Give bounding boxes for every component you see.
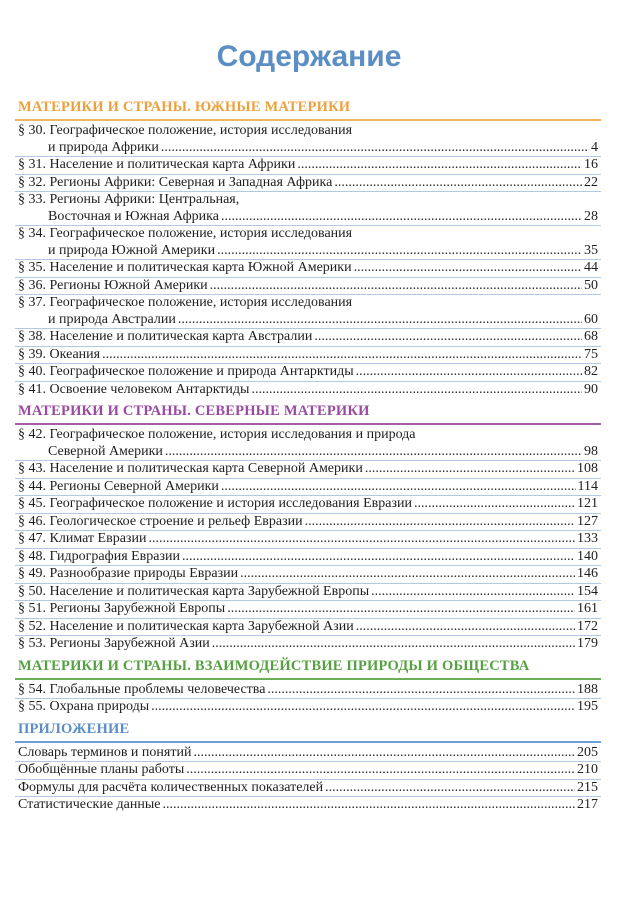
toc-entry-line <box>15 549 601 566</box>
toc-entry-title: § 38. Население и политическая карта Австралии <box>18 329 313 344</box>
toc-entry[interactable] <box>15 619 601 637</box>
toc-entry[interactable] <box>15 427 601 461</box>
toc-entry[interactable] <box>15 347 601 365</box>
toc-entry[interactable] <box>15 278 601 296</box>
page-number: 16 <box>584 157 598 172</box>
toc-entry-line <box>15 427 601 444</box>
toc-entry-title: § 42. Географическое положение, история исследования и природа <box>18 427 416 442</box>
section-heading: МАТЕРИКИ И СТРАНЫ. ВЗАИМОДЕЙСТВИЕ ПРИРОДЫ И ОБЩЕСТВА <box>15 657 601 680</box>
toc-entry-title: § 40. Географическое положение и природа Антарктиды <box>18 364 354 379</box>
page-number: 108 <box>577 461 598 476</box>
dot-leader <box>221 209 582 226</box>
page-number: 75 <box>584 346 598 362</box>
toc-entry-line <box>15 157 601 174</box>
toc-entry-line <box>15 514 601 531</box>
page-number: 161 <box>577 601 598 616</box>
toc-entry-line <box>15 479 601 496</box>
page-number: 188 <box>577 681 598 697</box>
toc-entry[interactable] <box>15 479 601 497</box>
toc-entry-title: § 36. Регионы Южной Америки <box>18 277 208 293</box>
dot-leader <box>151 699 575 716</box>
toc-entry[interactable] <box>15 514 601 532</box>
toc-entry-line <box>15 226 601 243</box>
toc-entry-line <box>15 140 601 157</box>
toc-entry-title: Восточная и Южная Африка <box>48 208 219 224</box>
toc-entry-line <box>15 192 601 209</box>
toc-entry-title: Словарь терминов и понятий <box>18 744 192 760</box>
toc-entry-title: и природа Австралии <box>48 311 176 327</box>
toc-entry-title: Статистические данные <box>18 797 161 812</box>
toc-entry-line <box>15 745 601 762</box>
toc-entry-title: § 43. Население и политическая карта Северной Америки <box>18 461 363 476</box>
page-number: 35 <box>584 242 598 258</box>
toc-entry-title: § 39. Океания <box>18 346 101 362</box>
dot-leader <box>178 312 582 329</box>
dot-leader <box>334 175 582 192</box>
page-number: 68 <box>584 329 598 344</box>
toc-entry-line <box>15 123 601 140</box>
toc-entry[interactable] <box>15 566 601 584</box>
toc-entry[interactable] <box>15 780 601 798</box>
toc-entry[interactable] <box>15 260 601 278</box>
toc-entry[interactable] <box>15 762 601 780</box>
toc-entry-title: § 54. Глобальные проблемы человечества <box>18 681 266 697</box>
dot-leader <box>240 566 575 583</box>
toc-entry-title: § 31. Население и политическая карта Африки <box>18 157 296 172</box>
toc-entry-title: § 35. Население и политическая карта Южной Америки <box>18 260 352 275</box>
page-number: 133 <box>577 531 598 546</box>
dot-leader <box>227 601 575 618</box>
toc-entry-line <box>15 209 601 226</box>
dot-leader <box>305 514 575 531</box>
toc-entry[interactable] <box>15 745 601 763</box>
toc-entry[interactable] <box>15 699 601 716</box>
dot-leader <box>165 444 582 461</box>
page-number: 114 <box>577 478 598 494</box>
toc-entry-line <box>15 382 601 399</box>
dot-leader <box>186 762 575 779</box>
dot-leader <box>365 461 575 478</box>
toc-entry[interactable] <box>15 382 601 399</box>
toc-entry-line <box>15 347 601 364</box>
dot-leader <box>356 364 582 381</box>
toc-entry[interactable] <box>15 601 601 619</box>
toc-entry[interactable] <box>15 175 601 193</box>
toc-entry-line <box>15 682 601 699</box>
toc-entry-line <box>15 636 601 653</box>
toc-entry-title: § 46. Геологическое строение и рельеф Евразии <box>18 513 303 529</box>
dot-leader <box>102 347 582 364</box>
page-number: 146 <box>577 566 598 581</box>
toc-entry[interactable] <box>15 192 601 226</box>
toc-section <box>15 402 601 653</box>
dot-leader <box>414 496 575 513</box>
toc-entry[interactable] <box>15 157 601 175</box>
toc-entry-line <box>15 699 601 716</box>
toc-section <box>15 720 601 814</box>
toc-entry-title: и природа Южной Америки <box>48 242 216 258</box>
toc-entry-line <box>15 601 601 618</box>
toc-entry-title: Обобщённые планы работы <box>18 762 185 777</box>
toc-entry-line <box>15 531 601 548</box>
toc-entry-title: § 47. Климат Евразии <box>18 531 147 546</box>
toc-entry-title: § 51. Регионы Зарубежной Европы <box>18 601 226 616</box>
dot-leader <box>163 797 576 814</box>
toc-entry-line <box>15 243 601 260</box>
page-number: 179 <box>577 636 598 651</box>
toc-entry[interactable] <box>15 461 601 479</box>
toc-entry-line <box>15 762 601 779</box>
dot-leader <box>251 382 582 399</box>
dot-leader <box>314 329 582 346</box>
page-number: 28 <box>584 208 598 224</box>
page-number: 210 <box>577 762 598 777</box>
toc-entry[interactable] <box>15 364 601 382</box>
page-number: 154 <box>577 583 598 599</box>
dot-leader <box>148 531 575 548</box>
page-number: 172 <box>577 618 598 634</box>
toc-entry-title: § 45. Географическое положение и история исследования Евразии <box>18 496 412 511</box>
toc-entry-title: § 34. Географическое положение, история исследования <box>18 226 353 241</box>
page-number: 50 <box>584 277 598 293</box>
dot-leader <box>354 260 582 277</box>
page-number: 121 <box>577 496 598 511</box>
toc-entry-line <box>15 780 601 797</box>
page-number: 215 <box>577 779 598 795</box>
toc-entry[interactable] <box>15 797 601 814</box>
dot-leader <box>267 682 575 699</box>
toc-entry-line <box>15 566 601 583</box>
toc-entry-line <box>15 444 601 461</box>
toc-entry-title: § 41. Освоение человеком Антарктиды <box>18 381 250 397</box>
toc-entry[interactable] <box>15 531 601 549</box>
toc-entry-line <box>15 461 601 478</box>
dot-leader <box>193 745 575 762</box>
section-heading: МАТЕРИКИ И СТРАНЫ. СЕВЕРНЫЕ МАТЕРИКИ <box>15 402 601 425</box>
toc-entry-title: Северной Америки <box>48 443 163 459</box>
toc-entry-title: Формулы для расчёта количественных показателей <box>18 779 324 795</box>
dot-leader <box>212 636 575 653</box>
toc-entry[interactable] <box>15 295 601 329</box>
dot-leader <box>325 780 575 797</box>
dot-leader <box>297 157 582 174</box>
toc-entry-line <box>15 278 601 295</box>
page-number: 195 <box>577 699 598 714</box>
section-heading: ПРИЛОЖЕНИЕ <box>15 720 601 743</box>
toc-entry[interactable] <box>15 329 601 347</box>
dot-leader <box>221 479 576 496</box>
toc-entry-title: § 44. Регионы Северной Америки <box>18 478 219 494</box>
toc-entry-line <box>15 312 601 329</box>
section-heading: МАТЕРИКИ И СТРАНЫ. ЮЖНЫЕ МАТЕРИКИ <box>15 98 601 121</box>
page-title: Содержание <box>216 40 402 73</box>
page-number: 127 <box>577 513 598 529</box>
table-of-contents <box>15 98 601 818</box>
toc-entry[interactable] <box>15 123 601 157</box>
toc-entry-line <box>15 496 601 513</box>
page-number: 4 <box>591 139 598 155</box>
page-number: 205 <box>577 744 598 760</box>
toc-entry-line <box>15 295 601 312</box>
dot-leader <box>210 278 582 295</box>
page-number: 22 <box>584 174 598 190</box>
toc-entry[interactable] <box>15 682 601 700</box>
toc-entry-title: § 48. Гидрография Евразии <box>18 548 181 564</box>
page-number: 60 <box>584 311 598 327</box>
toc-entry[interactable] <box>15 549 601 567</box>
toc-section <box>15 657 601 716</box>
dot-leader <box>161 140 589 157</box>
toc-entry-line <box>15 260 601 277</box>
dot-leader <box>371 584 575 601</box>
toc-entry-title: § 30. Географическое положение, история исследования <box>18 123 353 138</box>
toc-entry[interactable] <box>15 226 601 260</box>
toc-entry-line <box>15 329 601 346</box>
toc-entry-title: § 55. Охрана природы <box>18 699 150 714</box>
toc-entry-title: § 50. Население и политическая карта Зарубежной Европы <box>18 583 370 599</box>
toc-section <box>15 98 601 398</box>
toc-entry-title: и природа Африки <box>48 139 159 155</box>
dot-leader <box>182 549 575 566</box>
toc-entry-line <box>15 175 601 192</box>
toc-entry-title: § 37. Географическое положение, история исследования <box>18 295 353 310</box>
toc-entry-title: § 49. Разнообразие природы Евразии <box>18 566 239 581</box>
page-number: 90 <box>584 381 598 397</box>
toc-entry[interactable] <box>15 636 601 653</box>
toc-entry-title: § 33. Регионы Африки: Центральная, <box>18 192 240 207</box>
dot-leader <box>217 243 582 260</box>
toc-entry[interactable] <box>15 496 601 514</box>
toc-entry-title: § 32. Регионы Африки: Северная и Западная Африка <box>18 174 333 190</box>
toc-entry-line <box>15 619 601 636</box>
toc-entry-title: § 52. Население и политическая карта Зарубежной Азии <box>18 618 354 634</box>
page-number: 44 <box>584 260 598 275</box>
page-number: 217 <box>577 797 598 812</box>
toc-entry-line <box>15 584 601 601</box>
page-number: 98 <box>584 443 598 459</box>
toc-entry-title: § 53. Регионы Зарубежной Азии <box>18 636 210 651</box>
toc-entry[interactable] <box>15 584 601 602</box>
page-number: 140 <box>577 548 598 564</box>
dot-leader <box>356 619 575 636</box>
page-number: 82 <box>584 364 598 379</box>
toc-entry-line <box>15 797 601 814</box>
toc-entry-line <box>15 364 601 381</box>
